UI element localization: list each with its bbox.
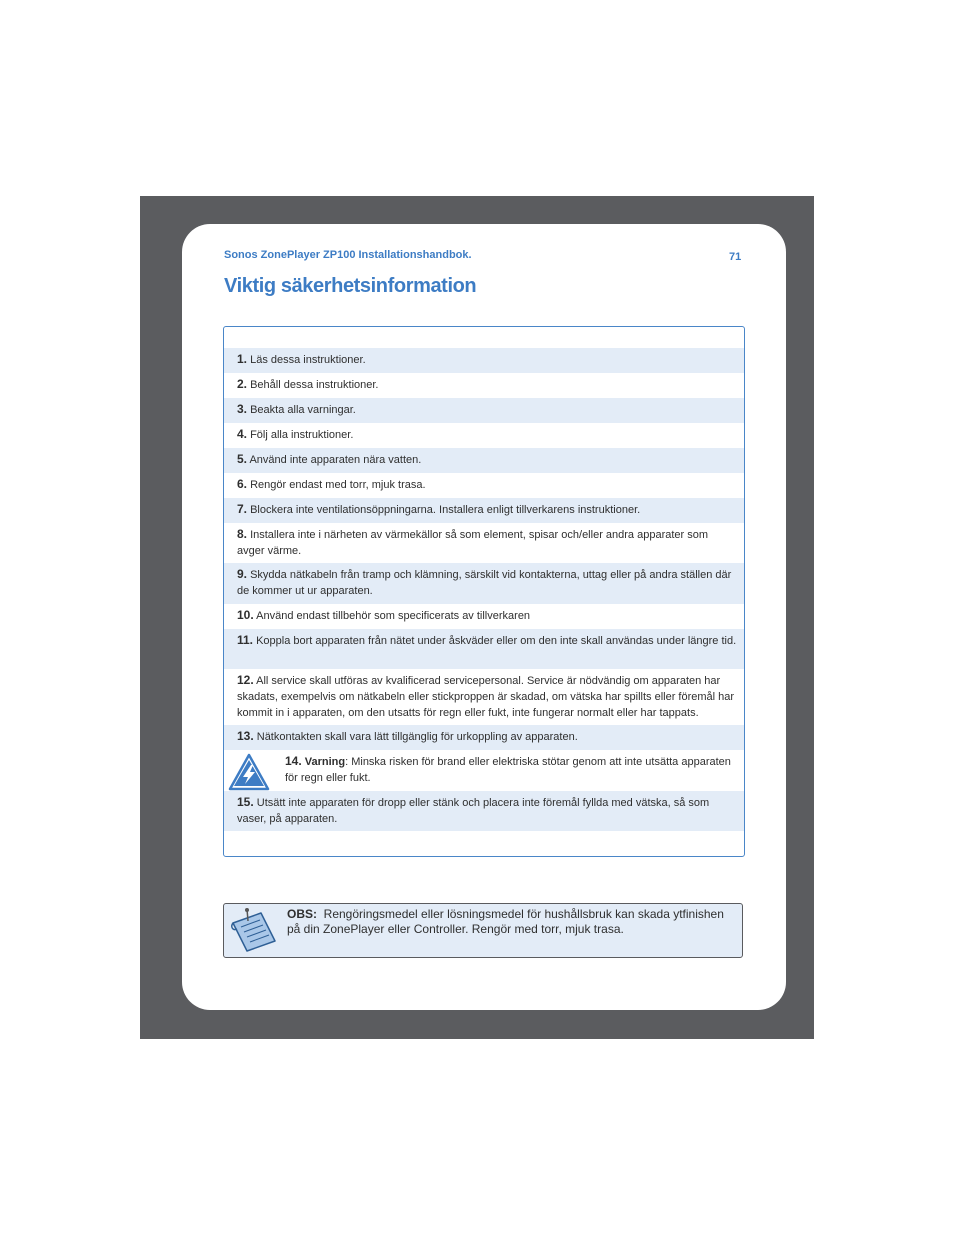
item-number: 13. xyxy=(237,729,254,743)
list-item xyxy=(224,473,744,498)
item-number: 11. xyxy=(237,633,254,647)
list-item xyxy=(224,563,744,604)
list-item xyxy=(224,423,744,448)
note-label: OBS: xyxy=(287,907,317,921)
item-text: Koppla bort apparaten från nätet under åskväder eller om den inte skall användas under längre tid. xyxy=(256,635,737,647)
item-number: 9. xyxy=(237,567,248,581)
note-paper-icon xyxy=(227,907,279,955)
list-item xyxy=(224,791,744,831)
document-title: Sonos ZonePlayer ZP100 Installationshandbok. xyxy=(224,249,472,261)
page-number: 71 xyxy=(729,251,742,263)
item-text: Installera inte i närheten av värmekällor så som element, spisar och/eller andra apparater som avger värme. xyxy=(237,529,709,557)
list-item xyxy=(224,448,744,473)
item-text: Skydda nätkabeln från tramp och klämning, särskilt vid kontakterna, uttag eller på andra ställen där de kommer ut ur apparaten. xyxy=(237,569,732,597)
item-text: Följ alla instruktioner. xyxy=(250,429,354,441)
item-number: 15. xyxy=(237,795,254,809)
list-item xyxy=(224,725,744,750)
item-number: 4. xyxy=(237,427,248,441)
item-number: 12. xyxy=(237,673,254,687)
item-text: Beakta alla varningar. xyxy=(250,404,356,416)
item-number: 5. xyxy=(237,452,248,466)
list-item xyxy=(224,523,744,563)
item-number: 14. xyxy=(285,754,302,768)
list-item xyxy=(224,373,744,398)
item-text: Behåll dessa instruktioner. xyxy=(250,379,379,391)
list-item xyxy=(224,398,744,423)
item-text: Blockera inte ventilationsöppningarna. Installera enligt tillverkarens instruktioner. xyxy=(250,504,641,516)
list-item xyxy=(224,604,744,629)
item-text: : Minska risken för brand eller elektriska stötar genom att inte utsätta apparaten för regn eller fukt. xyxy=(285,756,731,784)
item-number: 8. xyxy=(237,527,248,541)
item-number: 6. xyxy=(237,477,248,491)
note-body: Rengöringsmedel eller lösningsmedel för hushållsbruk kan skada ytfinishen på din ZonePlayer eller Controller. Rengör med torr, mjuk trasa. xyxy=(287,907,724,936)
warning-label: Varning xyxy=(304,756,346,768)
item-number: 7. xyxy=(237,502,248,516)
item-text: Använd endast tillbehör som specificerats av tillverkaren xyxy=(256,610,531,622)
item-number: 10. xyxy=(237,608,254,622)
item-text: Rengör endast med torr, mjuk trasa. xyxy=(250,479,426,491)
item-number: 3. xyxy=(237,402,248,416)
item-number: 1. xyxy=(237,352,248,366)
note-text-block xyxy=(287,907,737,937)
item-text: Använd inte apparaten nära vatten. xyxy=(249,454,422,466)
list-item xyxy=(224,348,744,373)
warning-item xyxy=(224,750,744,791)
item-text: Nätkontakten skall vara lätt tillgänglig för urkoppling av apparaten. xyxy=(256,731,578,743)
list-item xyxy=(224,498,744,523)
item-text: All service skall utföras av kvalificerad servicepersonal. Service är nödvändig om apparaten har skadats, exempelvis om nätkabeln eller stickproppen är skadad, om vätska har spillts eller föremål har kommit in i apparaten, om den utsatts för regn eller fukt, inte fungerar normalt eller har tappats. xyxy=(237,675,735,719)
list-item xyxy=(224,669,744,725)
item-number: 2. xyxy=(237,377,248,391)
page-title: Viktig säkerhetsinformation xyxy=(224,275,477,297)
item-text: Läs dessa instruktioner. xyxy=(250,354,366,366)
item-text: Utsätt inte apparaten för dropp eller stänk och placera inte föremål fyllda med vätska, så som vaser, på apparaten. xyxy=(237,797,710,825)
electrical-warning-icon xyxy=(228,753,270,791)
list-item xyxy=(224,629,744,669)
